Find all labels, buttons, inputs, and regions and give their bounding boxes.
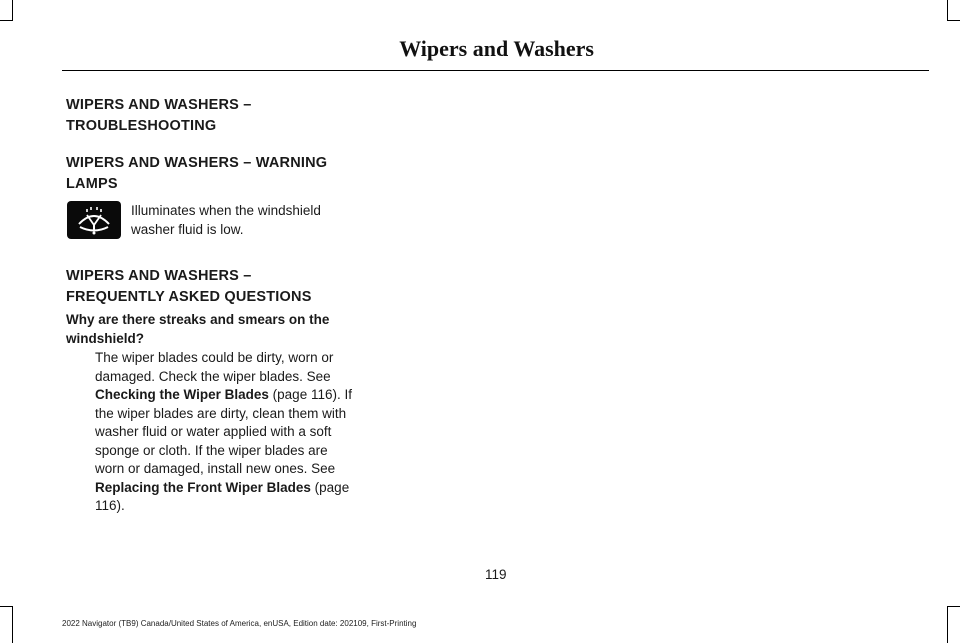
crop-mark-bottom-right-h: [947, 606, 960, 607]
heading-line-1: WIPERS AND WASHERS –: [66, 97, 252, 113]
crop-mark-bottom-left-v: [12, 606, 13, 643]
answer-text-2: (page 116). If the wiper blades are dirty, clean them with washer fluid or water applied with a soft sponge or cloth. If the wiper blades are worn or damaged, install new ones. See: [95, 387, 352, 476]
heading-line-1: WIPERS AND WASHERS – WARNING: [66, 155, 328, 171]
heading-troubleshooting-2: [66, 116, 216, 137]
heading-line-1: WIPERS AND WASHERS –: [66, 268, 252, 284]
crop-mark-bottom-right-v: [947, 606, 948, 643]
faq-question: Why are there streaks and smears on the windshield?: [66, 312, 330, 346]
answer-text-1: The wiper blades could be dirty, worn or damaged. Check the wiper blades. See: [95, 350, 334, 384]
heading-faq: [66, 266, 366, 308]
answer-text-3: (page 116).: [95, 479, 350, 513]
heading-line-2: TROUBLESHOOTING: [66, 118, 217, 134]
faq-answer: [95, 349, 353, 516]
page-number: 119: [485, 567, 507, 582]
washer-fluid-warning-icon: [67, 201, 121, 239]
footer-edition-info: 2022 Navigator (TB9) Canada/United States of America, enUSA, Edition date: 202109, First-Printing: [62, 619, 417, 628]
crop-mark-bottom-left-h: [0, 606, 13, 607]
crop-mark-top-left-v: [12, 0, 13, 20]
page-header-title: Wipers and Washers: [399, 36, 594, 61]
crop-mark-top-right-v: [947, 0, 948, 20]
warning-lamp-description: Illuminates when the windshield washer fluid is low.: [131, 203, 321, 237]
link-replacing-front-wiper-blades[interactable]: Replacing the Front Wiper Blades: [95, 479, 311, 495]
crop-mark-top-left-h: [0, 20, 13, 21]
header-rule: [62, 70, 929, 71]
crop-mark-top-right-h: [947, 20, 960, 21]
heading-line-2: LAMPS: [66, 176, 118, 192]
heading-line-2: FREQUENTLY ASKED QUESTIONS: [66, 289, 312, 305]
heading-warning-lamps: [66, 153, 366, 195]
heading-troubleshooting: [66, 95, 252, 116]
link-checking-wiper-blades[interactable]: Checking the Wiper Blades: [95, 387, 269, 402]
